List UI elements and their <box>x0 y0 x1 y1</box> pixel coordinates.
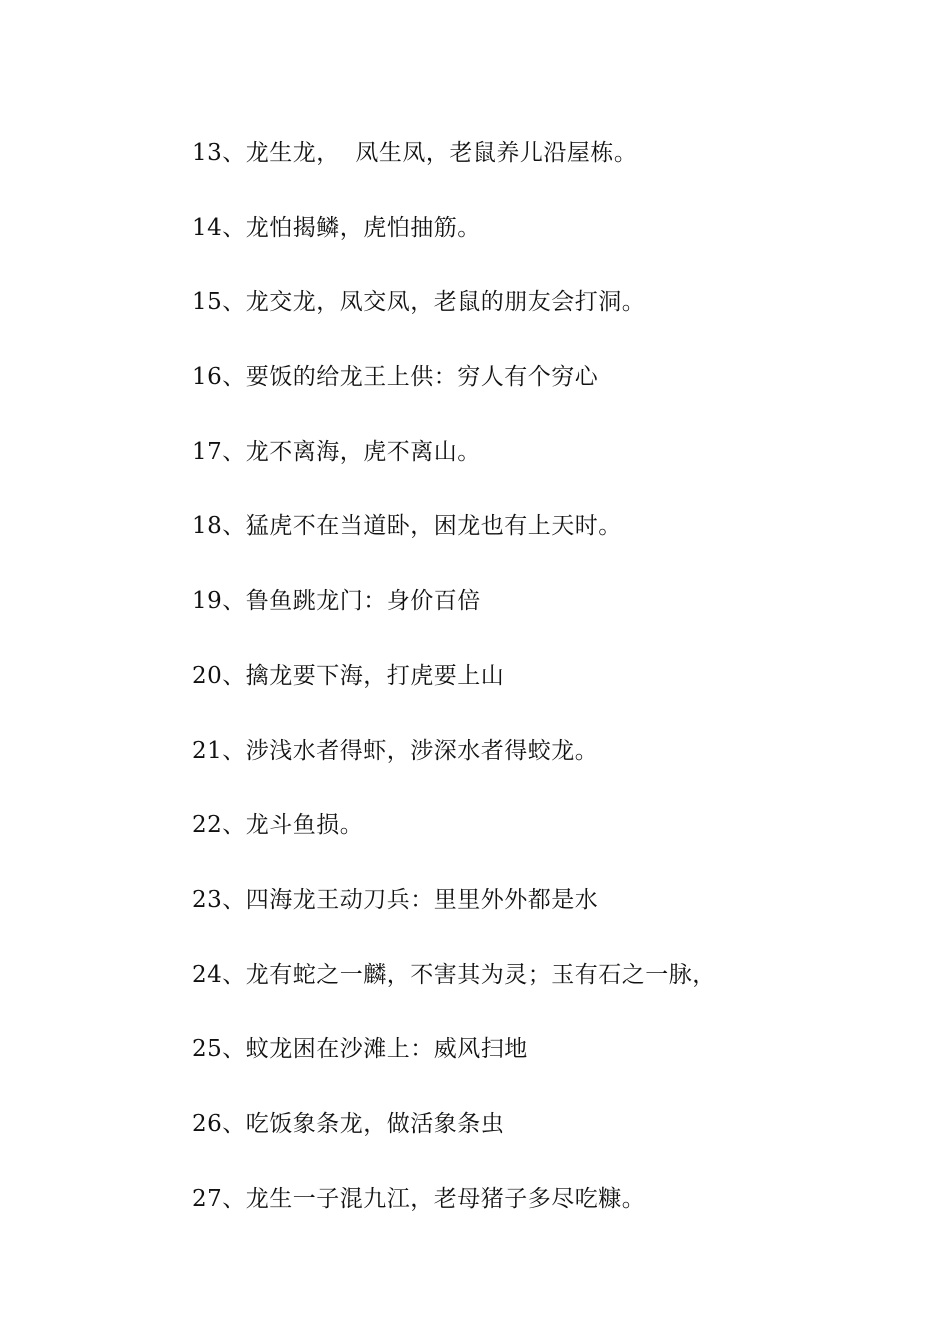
proverb-26: 26、吃饭象条龙，做活象条虫 <box>192 1110 505 1137</box>
proverb-22: 22、龙斗鱼损。 <box>192 812 364 839</box>
proverb-list <box>192 134 912 1254</box>
proverb-24: 24、龙有蛇之一麟，不害其为灵；玉有石之一脉， <box>192 961 716 988</box>
proverb-19: 19、鲁鱼跳龙门：身价百倍 <box>192 588 481 615</box>
proverb-20: 20、擒龙要下海，打虎要上山 <box>192 662 505 689</box>
proverb-14: 14、龙怕揭鳞，虎怕抽筋。 <box>192 214 481 241</box>
proverb-15: 15、龙交龙，凤交凤，老鼠的朋友会打洞。 <box>192 289 646 316</box>
proverb-16: 16、要饭的给龙王上供：穷人有个穷心 <box>192 364 599 391</box>
proverb-27: 27、龙生一子混九江，老母猪子多尽吃糠。 <box>192 1185 646 1212</box>
proverb-17: 17、龙不离海，虎不离山。 <box>192 438 481 465</box>
proverb-18: 18、猛虎不在当道卧，困龙也有上天时。 <box>192 513 622 540</box>
proverb-25: 25、蚊龙困在沙滩上：威风扫地 <box>192 1036 528 1063</box>
proverb-13: 13、龙生龙， 凤生凤，老鼠养儿沿屋栋。 <box>192 140 638 166</box>
proverb-21: 21、涉浅水者得虾，涉深水者得蛟龙。 <box>192 737 599 764</box>
proverb-23: 23、四海龙王动刀兵：里里外外都是水 <box>192 886 599 913</box>
